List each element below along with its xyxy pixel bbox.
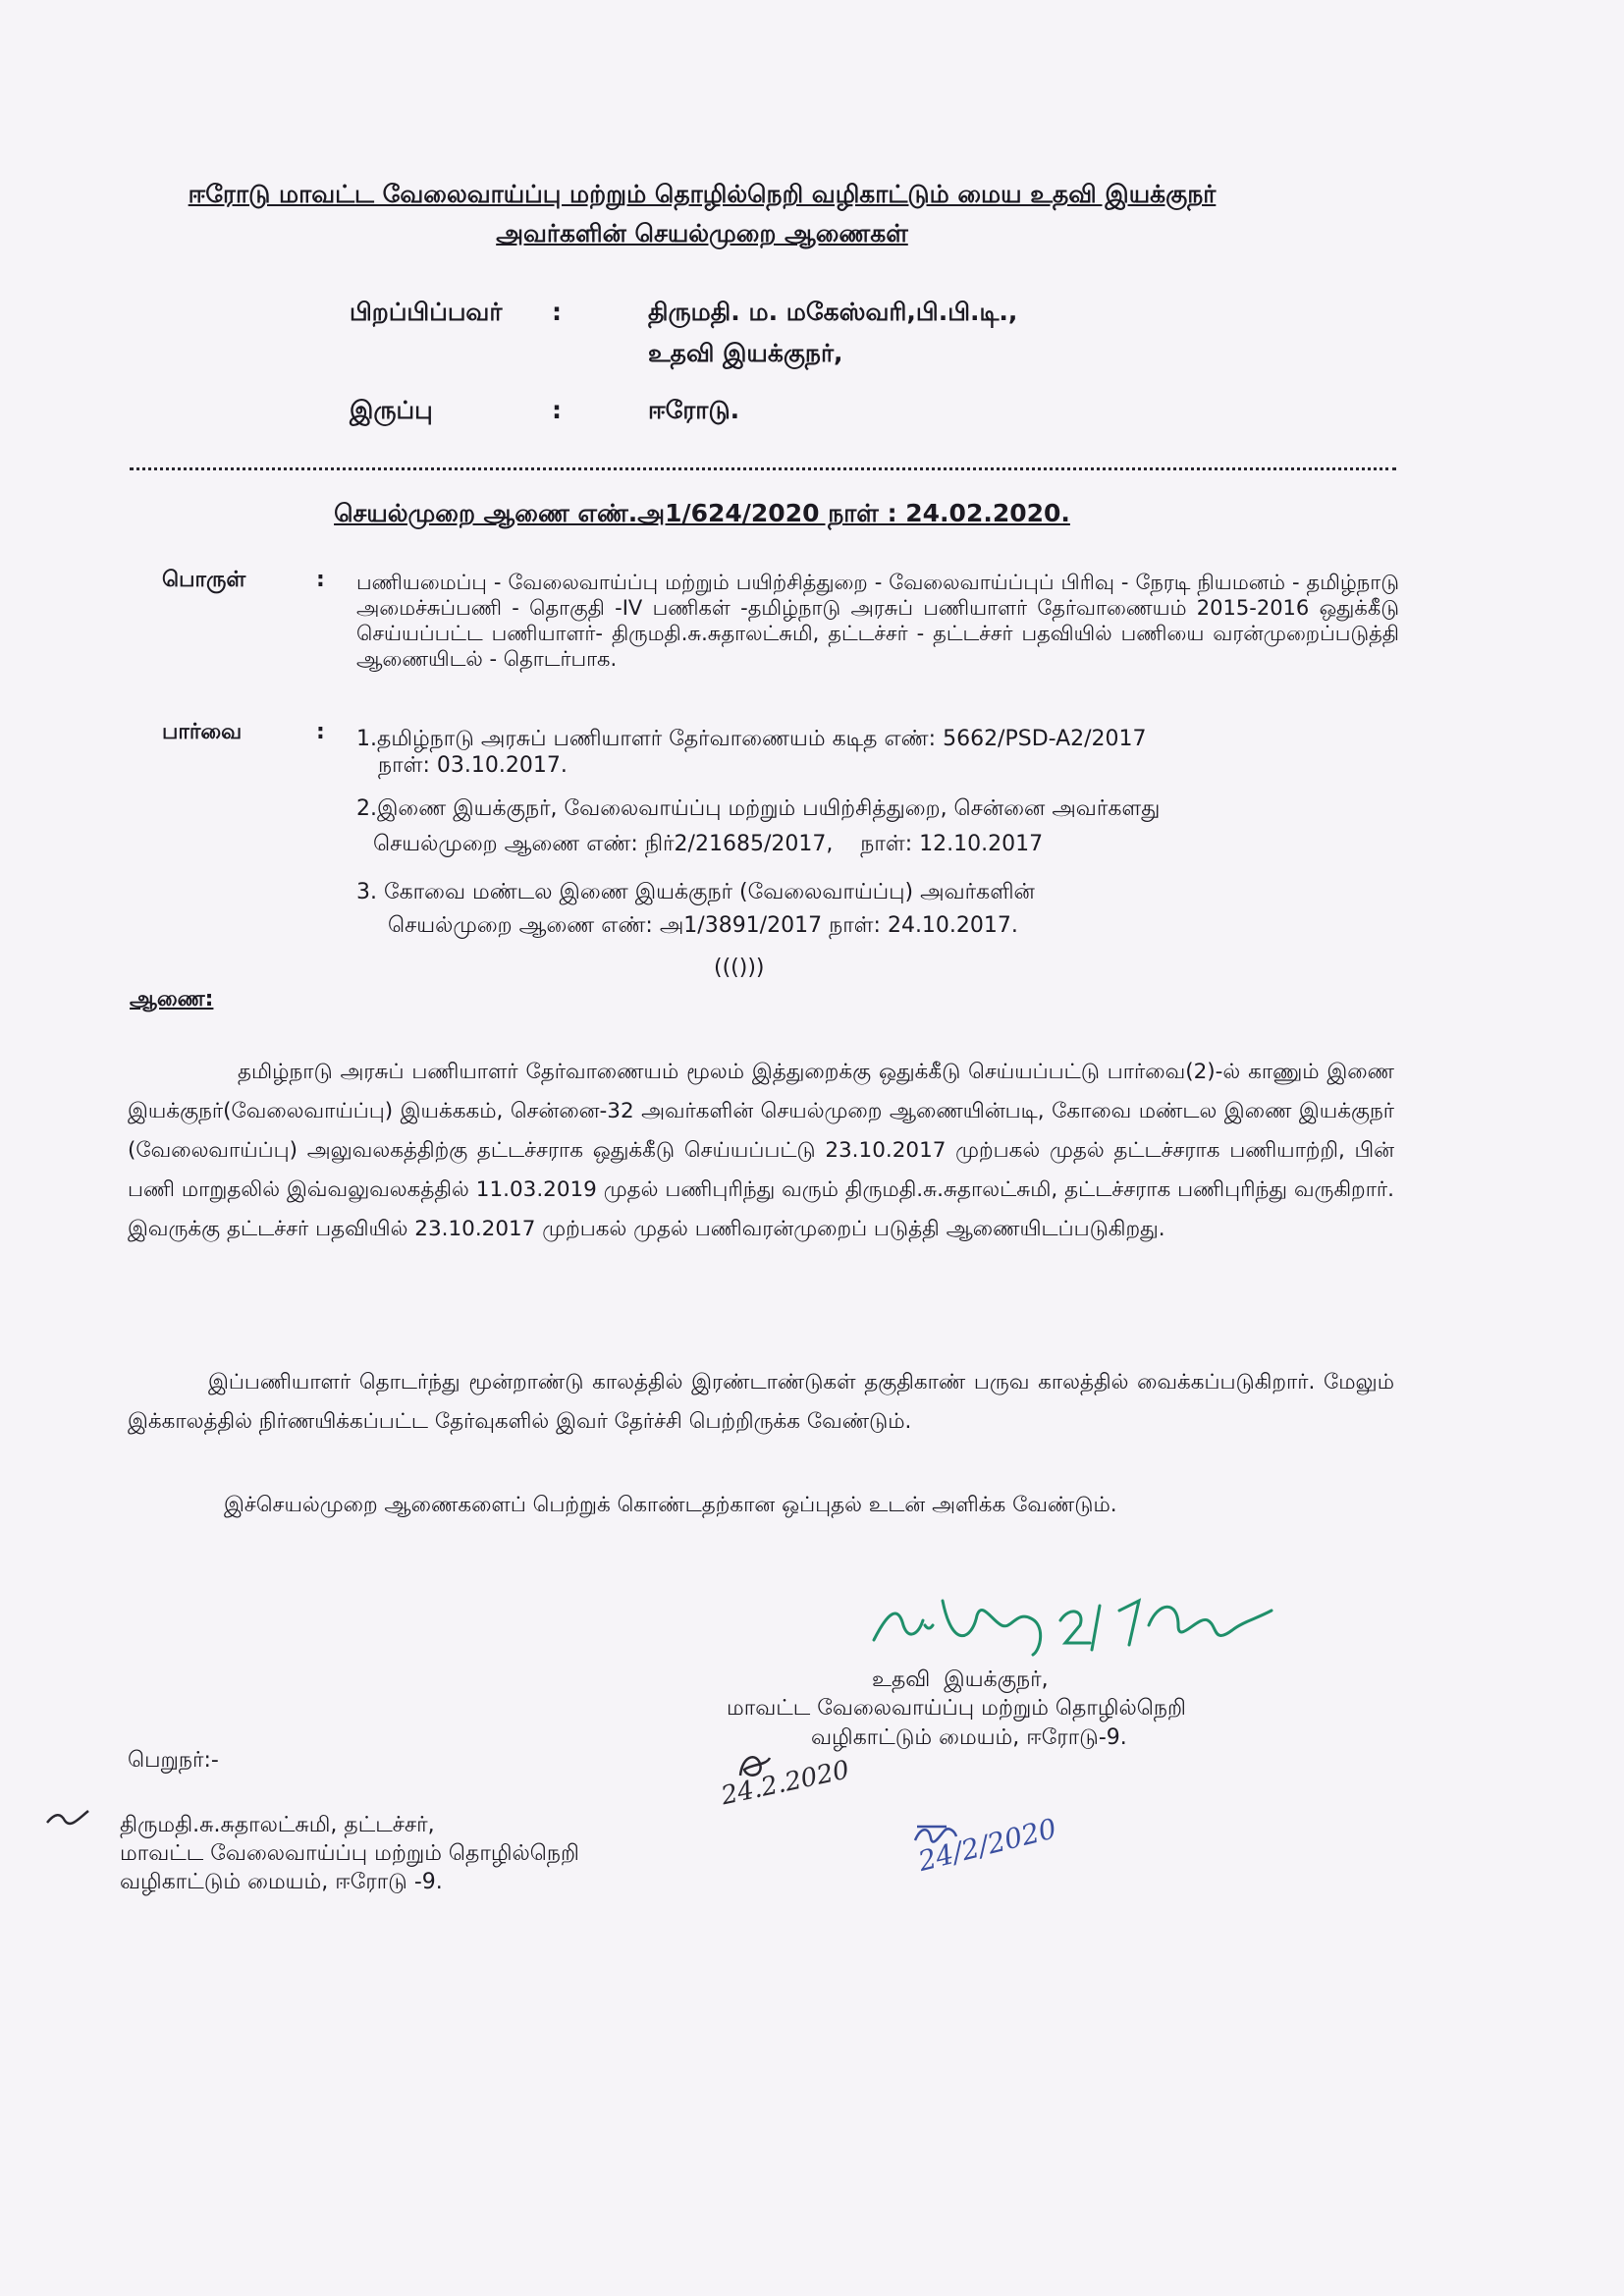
recipient-line3: வழிகாட்டும் மையம், ஈரோடு -9. — [120, 1870, 443, 1894]
subject-colon: : — [316, 568, 325, 592]
signature-office-line2: வழிகாட்டும் மையம், ஈரோடு-9. — [811, 1725, 1127, 1750]
order-paragraph-2: இப்பணியாளர் தொடர்ந்து மூன்றாண்டு காலத்தில் இரண்டாண்டுகள் தகுதிகாண் பருவ காலத்தில் வைக்கப்படுகிறார். மேலும் இக்காலத்தில் நிர்ணயிக்கப்பட்ட தேர்வுகளில் இவர் தேர்ச்சி பெற்றிருக்க வேண்டும். — [128, 1370, 1394, 1434]
recipient-line1: திருமதி.சு.சுதாலட்சுமி, தட்டச்சர், — [120, 1813, 435, 1837]
place-value: ஈரோடு. — [648, 396, 740, 424]
section-separator: ((())) — [714, 956, 765, 980]
signature-designation: உதவி இயக்குநர், — [872, 1667, 1049, 1692]
place-colon: : — [552, 396, 562, 424]
signature-handwritten — [864, 1581, 1306, 1660]
handwritten-date-blue: 24/2/2020 — [915, 1812, 1060, 1879]
handwritten-date-black: 24.2.2020 — [719, 1755, 852, 1812]
issuer-designation: உதவி இயக்குநர், — [648, 339, 843, 367]
reference-3-line2: செயல்முறை ஆணை எண்: அ1/3891/2017 நாள்: 24.10.2017. — [388, 913, 1018, 938]
signature-scribble-icon — [864, 1581, 1306, 1660]
subject-label: பொருள் — [162, 568, 246, 592]
reference-2-line1: 2.இணை இயக்குநர், வேலைவாய்ப்பு மற்றும் பயிற்சித்துறை, சென்னை அவர்களது — [356, 796, 1161, 821]
signature-office-line1: மாவட்ட வேலைவாய்ப்பு மற்றும் தொழில்நெறி — [727, 1696, 1186, 1721]
reference-2-line2: செயல்முறை ஆணை எண்: நிர்2/21685/2017, நாள்: 12.10.2017 — [373, 832, 1044, 856]
tick-mark-icon — [43, 1805, 92, 1834]
issuer-name: திருமதி. ம. மகேஸ்வரி,பி.பி.டி., — [648, 298, 1018, 326]
order-paragraph-3: இச்செயல்முறை ஆணைகளைப் பெற்றுக் கொண்டதற்கான ஒப்புதல் உடன் அளிக்க வேண்டும். — [224, 1493, 1117, 1517]
header-title-line1: ஈரோடு மாவட்ட வேலைவாய்ப்பு மற்றும் தொழில்நெறி வழிகாட்டும் மைய உதவி இயக்குநர் — [188, 180, 1217, 208]
references-colon: : — [316, 720, 325, 744]
dotted-separator — [130, 467, 1396, 470]
reference-1-line1: 1.தமிழ்நாடு அரசுப் பணியாளர் தேர்வாணையம் கடித எண்: 5662/PSD-A2/2017 — [356, 727, 1147, 751]
issuer-label: பிறப்பிப்பவர் — [350, 298, 503, 326]
references-label: பார்வை — [162, 720, 243, 744]
subject-text: பணியமைப்பு - வேலைவாய்ப்பு மற்றும் பயிற்சித்துறை - வேலைவாய்ப்புப் பிரிவு - நேரடி நியமனம் - தமிழ்நாடு அமைச்சுப்பணி - தொகுதி -IV பணிகள் -தமிழ்நாடு அரசுப் பணியாளர் தேர்வாணையம் 2015-2016 ஒதுக்கீடு செய்யப்பட்ட பணியாளர்- திருமதி.சு.சுதாலட்சுமி, தட்டச்சர் - தட்டச்சர் பதவியில் பணியை வரன்முறைப்படுத்தி ஆணையிடல் - தொடர்பாக. — [356, 571, 1399, 671]
issuer-colon: : — [552, 298, 562, 326]
reference-1-line2: நாள்: 03.10.2017. — [378, 753, 568, 778]
reference-3-line1: 3. கோவை மண்டல இணை இயக்குநர் (வேலைவாய்ப்பு) அவர்களின் — [356, 880, 1035, 904]
place-label: இருப்பு — [350, 396, 433, 424]
order-title: செயல்முறை ஆணை எண்.அ1/624/2020 நாள் : 24.02.2020. — [334, 499, 1070, 527]
header-title-line2: அவர்களின் செயல்முறை ஆணைகள் — [496, 219, 908, 247]
recipient-label: பெறுநர்:- — [128, 1748, 219, 1773]
order-label: ஆணை: — [130, 987, 214, 1011]
recipient-line2: மாவட்ட வேலைவாய்ப்பு மற்றும் தொழில்நெறி — [120, 1841, 579, 1866]
order-paragraph-1: தமிழ்நாடு அரசுப் பணியாளர் தேர்வாணையம் மூலம் இத்துறைக்கு ஒதுக்கீடு செய்யப்பட்டு பார்வை(2)-ல் காணும் இணை இயக்குநர்(வேலைவாய்ப்பு) இயக்ககம், சென்னை-32 அவர்களின் செயல்முறை ஆணையின்படி, கோவை மண்டல இணை இயக்குநர் (வேலைவாய்ப்பு) அலுவலகத்திற்கு தட்டச்சராக ஒதுக்கீடு செய்யப்பட்டு 23.10.2017 முற்பகல் முதல் தட்டச்சராக பணியாற்றி, பின் பணி மாறுதலில் இவ்வலுவலகத்தில் 11.03.2019 முதல் பணிபுரிந்து வரும் திருமதி.சு.சுதாலட்சுமி, தட்டச்சராக பணிபுரிந்து வருகிறார். இவருக்கு தட்டச்சர் பதவியில் 23.10.2017 முற்பகல் முதல் பணிவரன்முறைப் படுத்தி ஆணையிடப்படுகிறது. — [128, 1060, 1394, 1241]
